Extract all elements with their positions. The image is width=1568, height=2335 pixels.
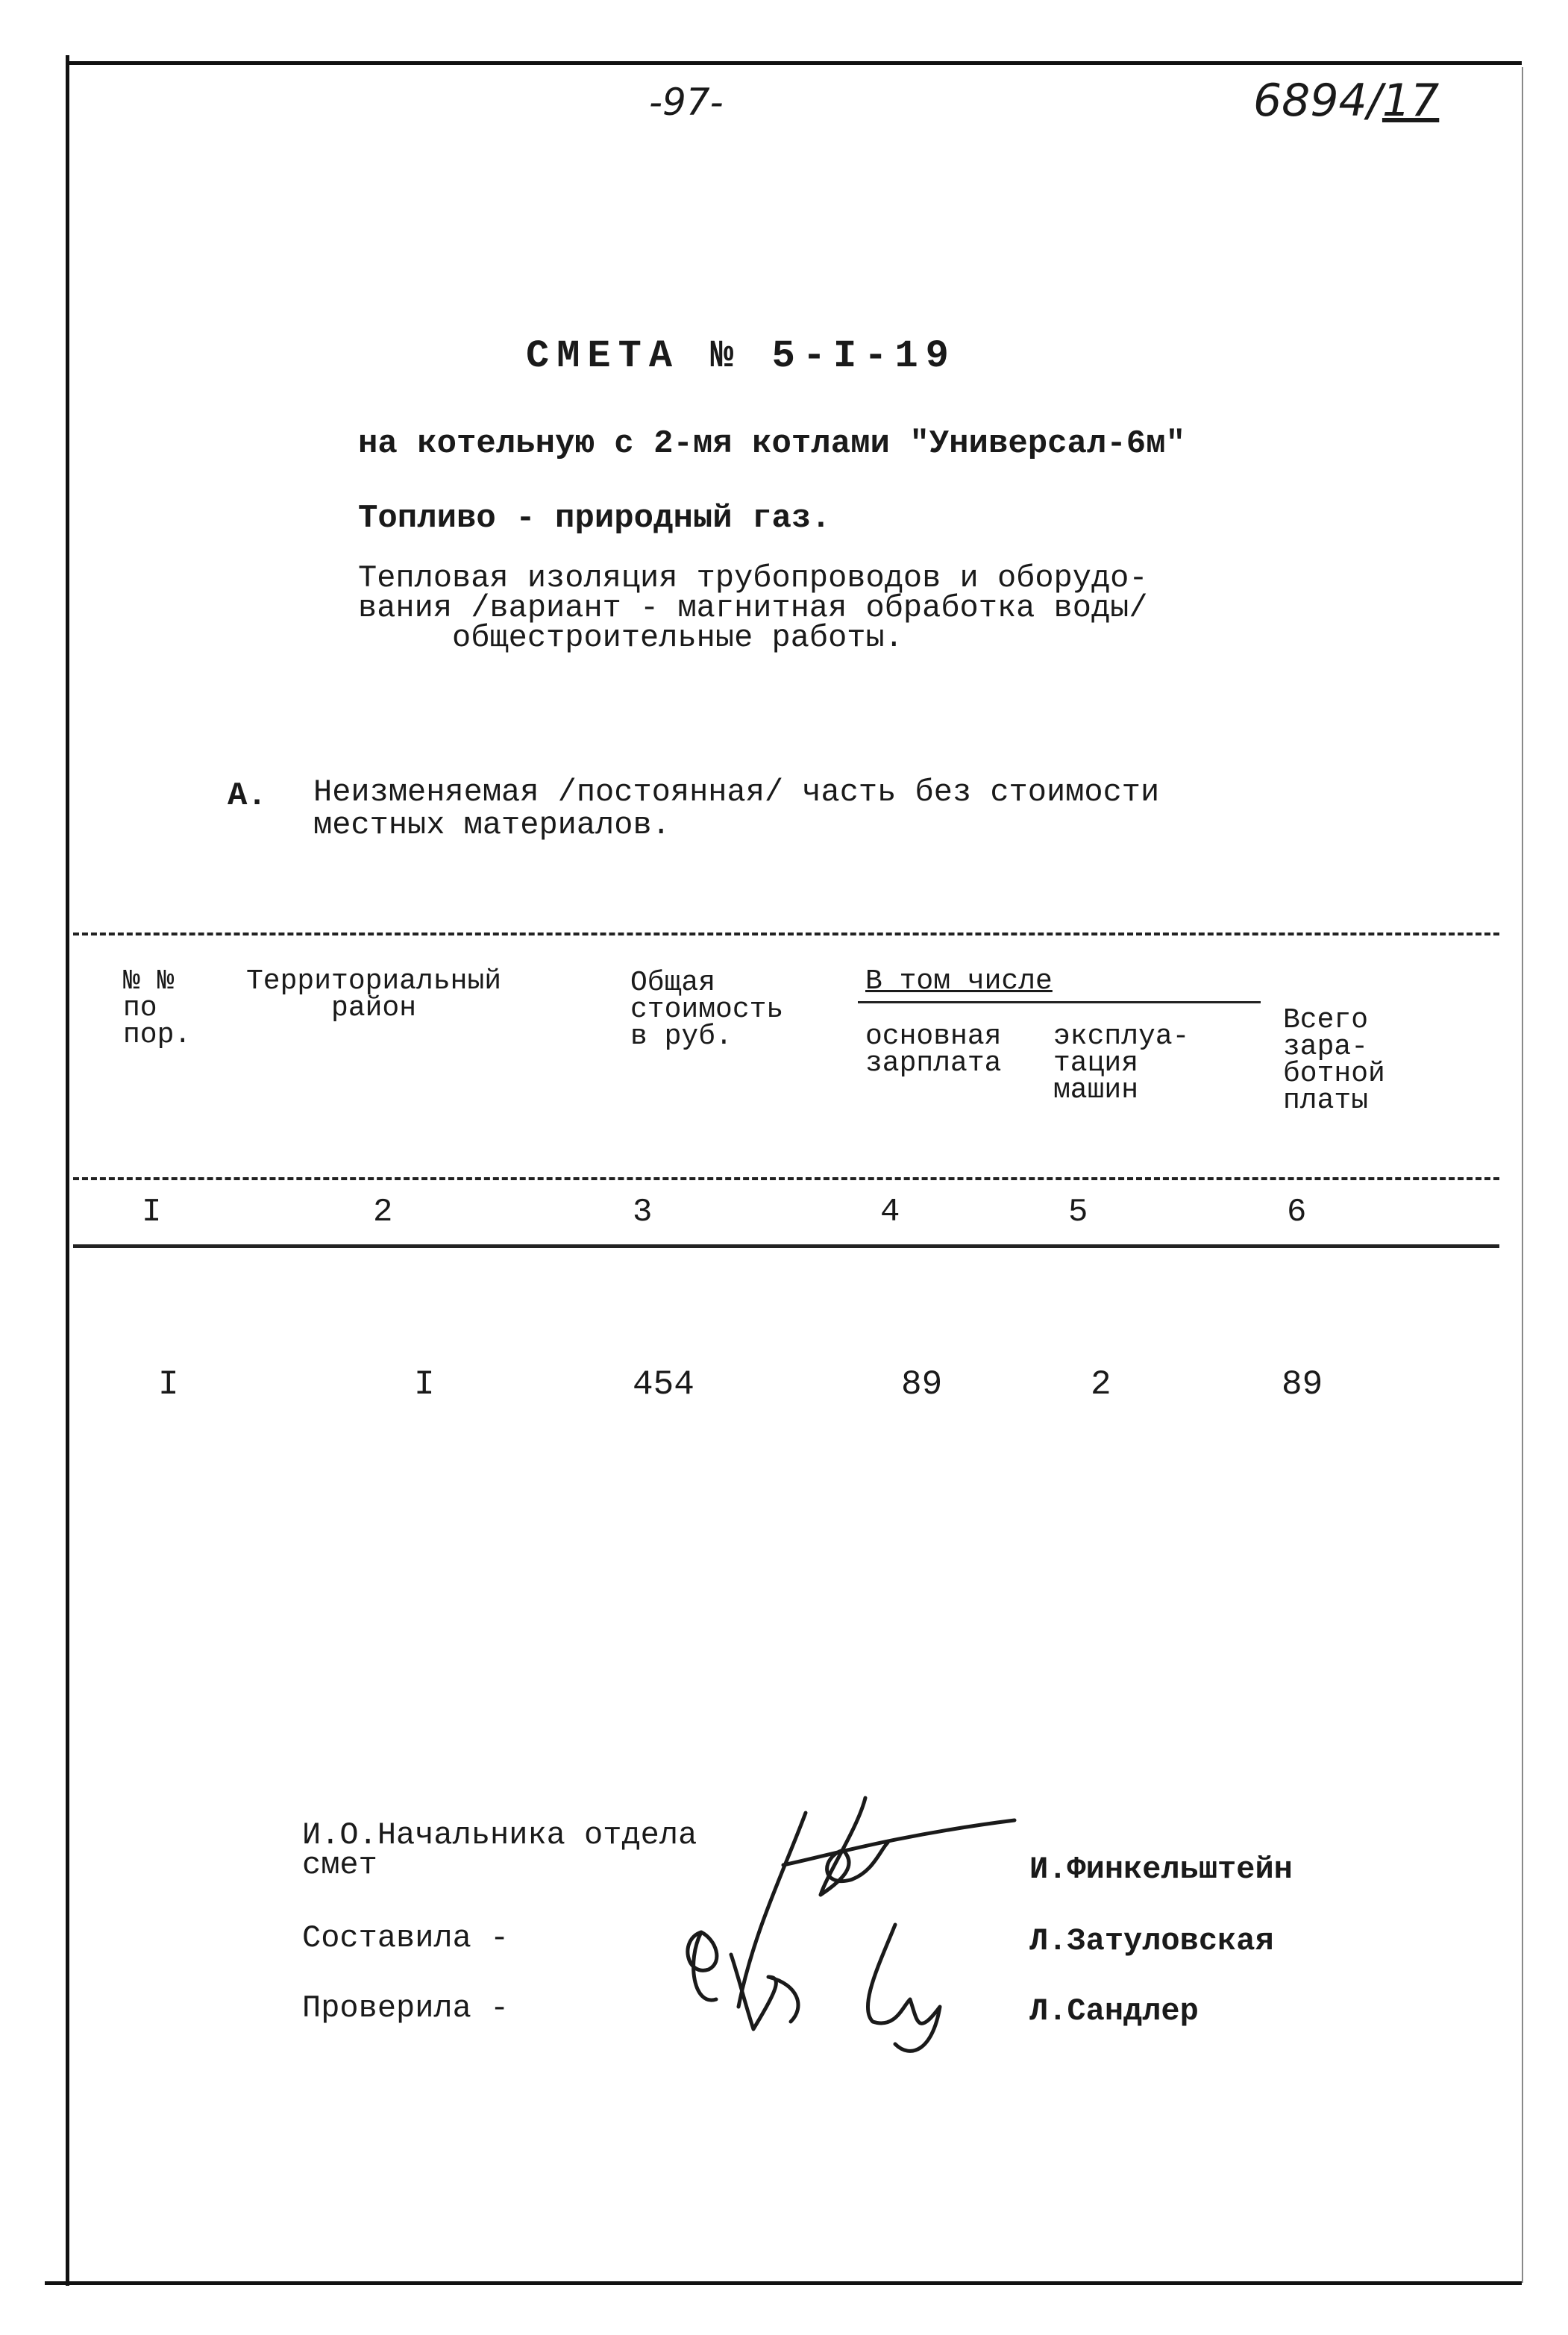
subtitle-boiler-house: на котельную с 2-мя котлами "Универсал-6м" bbox=[358, 425, 1185, 463]
column-number: 4 bbox=[880, 1194, 900, 1231]
work-description: Тепловая изоляция трубопроводов и оборудо- вания /вариант - магнитная обработка воды/ общестроительные работы. bbox=[358, 560, 1148, 656]
page-frame-left bbox=[66, 55, 69, 2286]
cell-machines: 2 bbox=[1091, 1365, 1111, 1404]
header-salary: основная зарплата bbox=[865, 1021, 1002, 1079]
subtitle-fuel: Топливо - природный газ. bbox=[358, 500, 831, 537]
table-top-rule bbox=[73, 933, 1499, 935]
archive-number bbox=[1253, 75, 1439, 127]
handwritten-signatures bbox=[671, 1783, 1059, 2066]
signature-name-compiled: Л.Затуловская bbox=[1029, 1923, 1274, 1959]
column-number: 2 bbox=[373, 1194, 393, 1231]
cell-total-cost: 454 bbox=[633, 1365, 694, 1404]
column-number: I bbox=[142, 1194, 162, 1231]
column-number: 5 bbox=[1068, 1194, 1088, 1231]
signature-name-checked: Л.Сандлер bbox=[1029, 1993, 1199, 2029]
column-number-rule bbox=[73, 1244, 1499, 1248]
cell-salary: 89 bbox=[901, 1365, 943, 1404]
page-frame-bottom bbox=[45, 2281, 1522, 2285]
archive-number-main: 6894/ bbox=[1253, 75, 1382, 127]
header-machines: эксплуа- тация машин bbox=[1053, 1021, 1190, 1106]
signature-stroke bbox=[731, 1955, 798, 2029]
header-num: № № по пор. bbox=[123, 965, 192, 1051]
page-frame-top bbox=[66, 61, 1522, 65]
cell-region: I bbox=[414, 1365, 435, 1404]
signature-name-head: И.Финкельштейн bbox=[1029, 1852, 1293, 1887]
signature-role-checked: Проверила - bbox=[302, 1990, 509, 2026]
signature-role-compiled: Составила - bbox=[302, 1920, 509, 1956]
document-title: СМЕТА № 5-I-19 bbox=[526, 334, 956, 378]
header-group-rule bbox=[858, 1001, 1261, 1003]
header-total-cost: Общая стоимость в руб. bbox=[630, 967, 784, 1053]
header-wage-total: Всего зара- ботной платы bbox=[1283, 1004, 1385, 1117]
page-frame-right bbox=[1522, 67, 1523, 2283]
header-group-including: В том числе bbox=[865, 965, 1053, 997]
cell-num: I bbox=[158, 1365, 179, 1404]
section-letter: А. bbox=[228, 777, 267, 815]
archive-number-suffix: 17 bbox=[1382, 75, 1440, 127]
page-number: -97- bbox=[649, 81, 724, 124]
header-bottom-rule bbox=[73, 1177, 1499, 1180]
signature-stroke bbox=[868, 1925, 940, 2051]
section-text: Неизменяемая /постоянная/ часть без стоимости местных материалов. bbox=[313, 774, 1160, 843]
cell-wage-total: 89 bbox=[1282, 1365, 1323, 1404]
signature-role-head: И.О.Начальника отдела смет bbox=[302, 1817, 697, 1883]
signature-stroke bbox=[821, 1798, 888, 1895]
signature-stroke bbox=[783, 1820, 1015, 1865]
column-number: 3 bbox=[633, 1194, 653, 1231]
header-region: Территориальный район bbox=[246, 965, 502, 1024]
signature-stroke bbox=[688, 1932, 717, 2000]
column-number: 6 bbox=[1287, 1194, 1307, 1231]
